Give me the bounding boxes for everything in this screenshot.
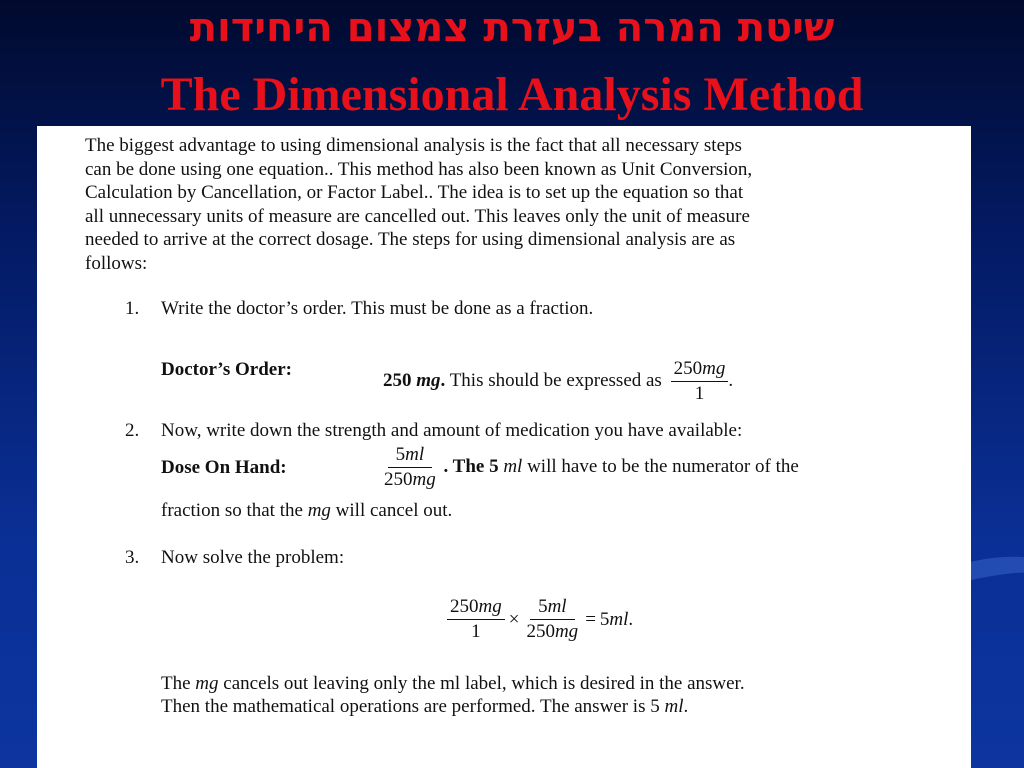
- fraction-numerator: 250mg: [447, 596, 505, 620]
- fraction-denominator: 1: [471, 621, 481, 642]
- step-1-text: Write the doctor’s order. This must be done as a fraction.: [161, 298, 594, 319]
- intro-line: follows:: [85, 252, 148, 274]
- order-dot: .: [440, 369, 446, 391]
- fraction-denominator: 250mg: [384, 469, 436, 490]
- intro-line: needed to arrive at the correct dosage. The steps for using dimensional analysis are as: [85, 229, 736, 250]
- order-number: 250: [383, 369, 412, 391]
- conclusion-line-2: Then the mathematical operations are performed. The answer is 5 ml.: [161, 696, 689, 717]
- equals-sign: =: [585, 608, 596, 630]
- intro-line: Calculation by Cancellation, or Factor Label.. The idea is to set up the equation so that: [85, 182, 744, 203]
- doctors-order-label: Doctor’s Order:: [161, 359, 292, 380]
- dose-explanation-line2: fraction so that the mg will cancel out.: [161, 500, 453, 521]
- intro-line: can be done using one equation.. This method has also been known as Unit Conversion,: [85, 158, 753, 180]
- step-1-number: 1.: [125, 298, 140, 319]
- intro-line: The biggest advantage to using dimensional analysis is the fact that all necessary steps: [85, 135, 742, 156]
- dose-explanation: . The 5 ml will have to be the numerator of the: [443, 455, 799, 477]
- times-sign: ×: [508, 608, 520, 630]
- doctors-order-value: [383, 358, 733, 405]
- step-2-text: Now, write down the strength and amount of medication you have available:: [161, 420, 743, 441]
- intro-line: all unnecessary units of measure are cancelled out. This leaves only the unit of measure: [85, 205, 750, 227]
- conclusion-line-1: The mg cancels out leaving only the ml label, which is desired in the answer.: [161, 673, 745, 694]
- dose-fraction: [381, 444, 439, 491]
- fraction-numerator: 250mg: [671, 358, 729, 382]
- equation-fraction-1: [447, 596, 505, 643]
- hebrew-title: שיטת המרה בעזרת צמצום היחידות: [189, 5, 835, 51]
- fraction-denominator: 250mg: [526, 621, 579, 642]
- step-2-number: 2.: [125, 420, 140, 441]
- dose-on-hand-label: Dose On Hand:: [161, 457, 287, 478]
- intro-paragraph: [85, 134, 965, 275]
- document-page: [37, 126, 971, 768]
- step-3-number: 3.: [125, 547, 140, 568]
- dose-on-hand-value: [381, 444, 799, 491]
- solution-equation: [447, 596, 633, 643]
- fraction-denominator: 1: [694, 383, 705, 404]
- equation-result: 5ml.: [599, 608, 634, 630]
- fraction-numerator: 5ml: [530, 596, 575, 620]
- english-title: The Dimensional Analysis Method: [160, 68, 864, 121]
- step-3-text: Now solve the problem:: [161, 547, 345, 568]
- order-fraction: [671, 358, 729, 405]
- order-unit: mg: [416, 369, 441, 391]
- equation-fraction-2: [523, 596, 581, 643]
- order-end-dot: .: [728, 369, 734, 391]
- fraction-numerator: 5ml: [388, 444, 433, 468]
- expressed-text: This should be expressed as: [449, 369, 662, 391]
